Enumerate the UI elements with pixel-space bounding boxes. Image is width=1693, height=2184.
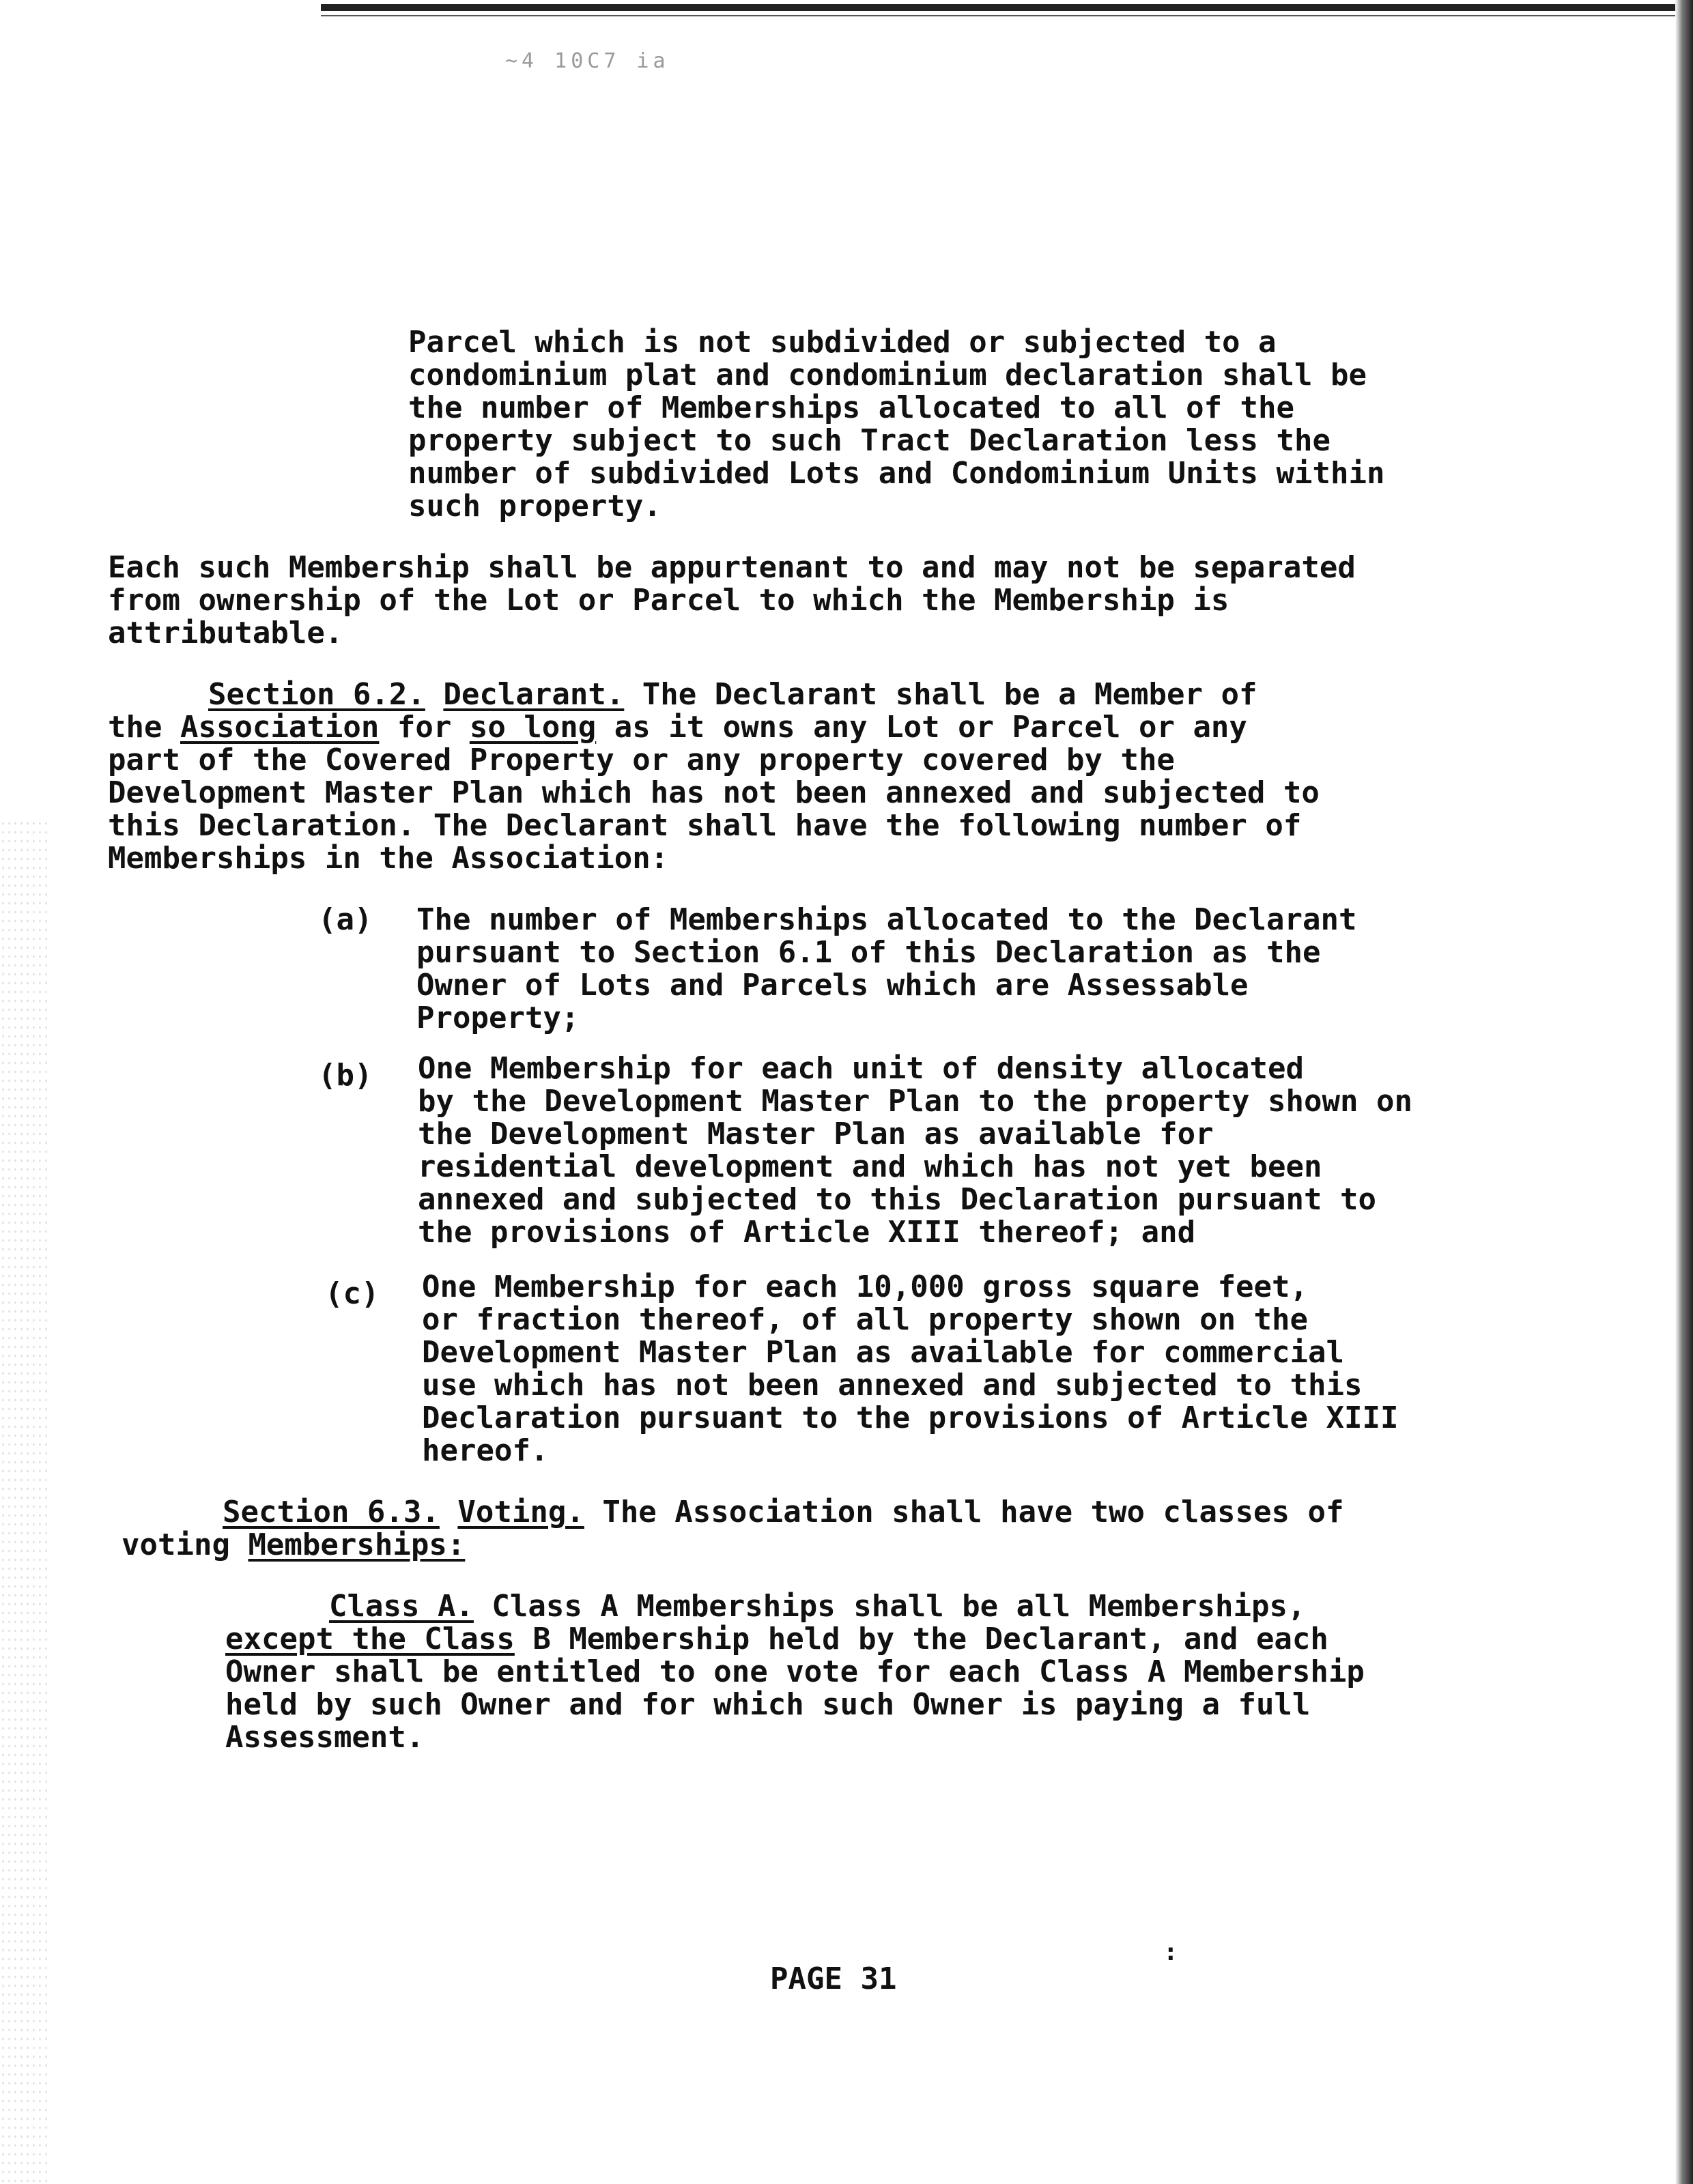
item-label: (c) xyxy=(325,1276,380,1311)
text-line: Memberships in the Association: xyxy=(108,841,669,876)
text-line: Development Master Plan which has not been annexed and subjected to xyxy=(108,775,1320,810)
text-line: property subject to such Tract Declaration less the xyxy=(408,423,1331,458)
section-number: Section 6.3. xyxy=(223,1495,440,1529)
text-line: from ownership of the Lot or Parcel to which the Membership is xyxy=(108,583,1229,618)
text-line: such property. xyxy=(408,489,661,523)
text-line xyxy=(225,1623,1328,1656)
text-line: Each such Membership shall be appurtenant to and may not be separated xyxy=(108,550,1356,585)
text-line: the Development Master Plan as available for xyxy=(418,1117,1214,1151)
underlined-text: except the Class xyxy=(225,1622,515,1656)
text-line: attributable. xyxy=(108,616,343,650)
text-line: Development Master Plan as available for commercial xyxy=(422,1335,1345,1370)
text-line: Owner of Lots and Parcels which are Assessable xyxy=(416,968,1249,1003)
item-label: (b) xyxy=(318,1058,373,1093)
text-span: The Declarant shall be a Member of xyxy=(642,677,1257,712)
text-line: this Declaration. The Declarant shall have the following number of xyxy=(108,808,1302,843)
text-line: hereof. xyxy=(422,1433,549,1468)
underlined-text: so long xyxy=(469,710,597,745)
underlined-text: Memberships: xyxy=(248,1527,466,1562)
scan-edge-shadow xyxy=(1675,0,1693,2184)
text-span: the xyxy=(108,710,180,745)
text-line: by the Development Master Plan to the property shown on xyxy=(418,1084,1412,1119)
text-line: residential development and which has not yet been xyxy=(418,1149,1322,1184)
top-border-line xyxy=(321,4,1679,11)
text-line: annexed and subjected to this Declaration pursuant to xyxy=(418,1182,1376,1217)
text-line: the provisions of Article XIII thereof; and xyxy=(418,1215,1196,1250)
underlined-text: Association xyxy=(180,710,380,745)
faint-stamp: ~4 10C7 ia xyxy=(505,49,670,73)
text-span: The Association shall have two classes of xyxy=(602,1495,1344,1529)
class-heading-line xyxy=(329,1590,1305,1623)
section-title: Declarant. xyxy=(443,677,625,712)
text-span: for xyxy=(379,710,470,745)
page-number: PAGE 31 xyxy=(770,1962,897,1996)
text-line: pursuant to Section 6.1 of this Declaration as the xyxy=(416,935,1321,970)
top-border-thin-line xyxy=(321,15,1679,16)
text-line: number of subdivided Lots and Condominium Units within xyxy=(408,456,1385,491)
text-line: the number of Memberships allocated to all of the xyxy=(408,390,1295,425)
section-heading-line xyxy=(223,1496,1343,1529)
text-line: Parcel which is not subdivided or subjected to a xyxy=(408,325,1277,360)
text-span: Class A Memberships shall be all Memberships, xyxy=(492,1589,1306,1624)
section-number: Section 6.2. xyxy=(208,677,425,712)
section-heading-line xyxy=(208,678,1257,711)
text-line: Assessment. xyxy=(225,1720,425,1755)
text-span: voting xyxy=(122,1527,248,1562)
scan-speck: : xyxy=(1163,1938,1178,1966)
text-line: use which has not been annexed and subjected to this xyxy=(422,1368,1363,1403)
class-heading: Class A. xyxy=(329,1589,474,1624)
text-line xyxy=(122,1529,465,1562)
section-title: Voting. xyxy=(457,1495,584,1529)
text-line: One Membership for each 10,000 gross square feet, xyxy=(422,1269,1309,1304)
text-line xyxy=(108,711,1247,744)
text-line: or fraction thereof, of all property shown on the xyxy=(422,1302,1309,1337)
text-span: as it owns any Lot or Parcel or any xyxy=(596,710,1247,745)
text-line: part of the Covered Property or any property covered by the xyxy=(108,743,1175,777)
text-span: B Membership held by the Declarant, and each xyxy=(514,1622,1328,1656)
text-line: Owner shall be entitled to one vote for each Class A Membership xyxy=(225,1654,1365,1689)
text-line: One Membership for each unit of density allocated xyxy=(418,1051,1305,1086)
text-line: held by such Owner and for which such Owner is paying a full xyxy=(225,1687,1311,1722)
text-line: Declaration pursuant to the provisions of Article XIII xyxy=(422,1400,1399,1435)
item-label: (a) xyxy=(318,902,373,937)
text-line: condominium plat and condominium declaration shall be xyxy=(408,358,1367,392)
text-line: The number of Memberships allocated to the Declarant xyxy=(416,902,1357,937)
scan-noise xyxy=(0,819,48,2184)
text-line: Property; xyxy=(416,1001,580,1035)
